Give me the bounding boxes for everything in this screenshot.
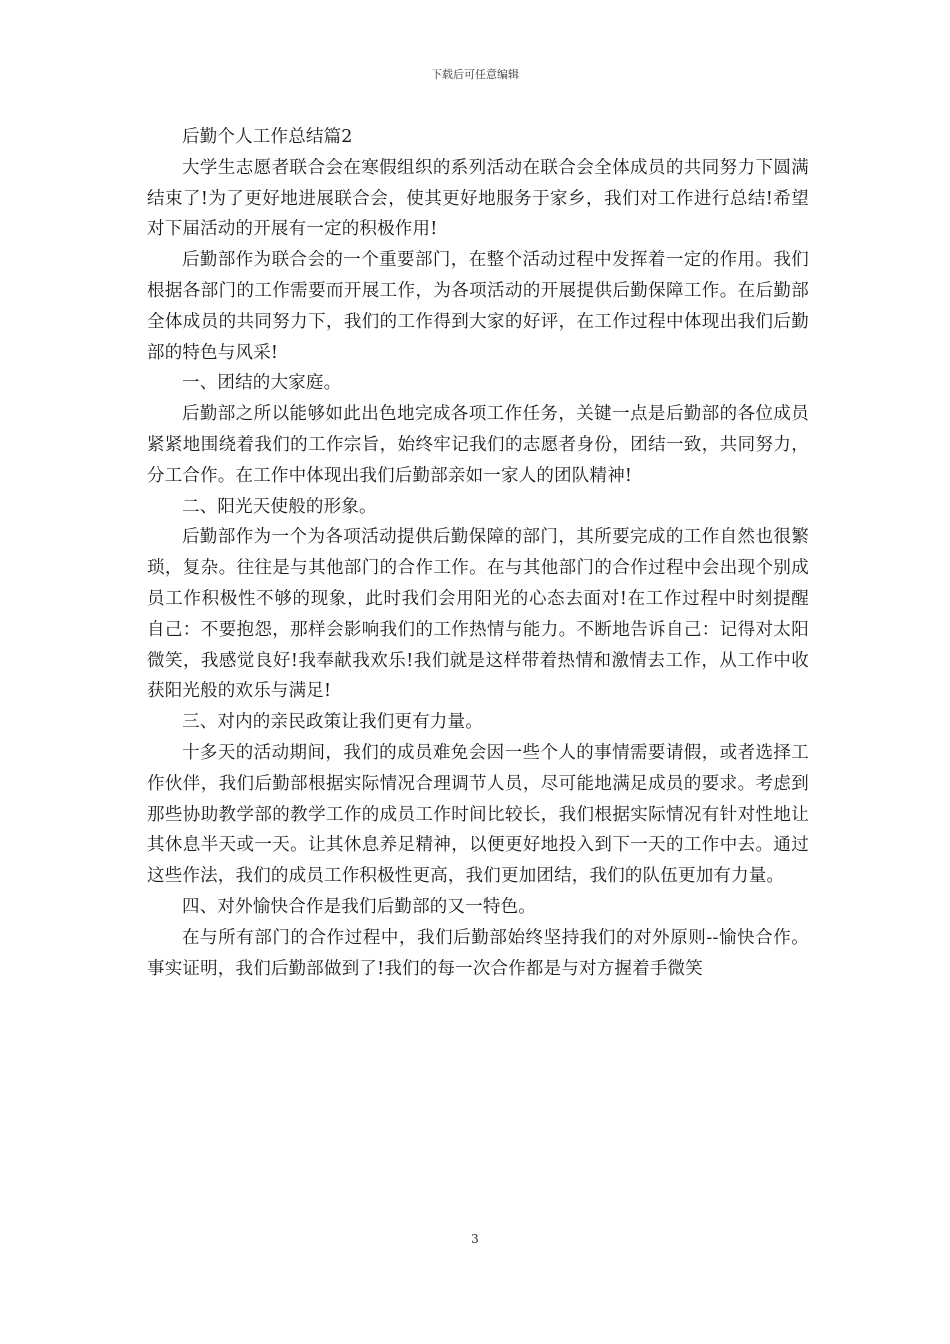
paragraph-section-4: 在与所有部门的合作过程中，我们后勤部始终坚持我们的对外原则--愉快合作。事实证明，我们后勤部做到了!我们的每一次合作都是与对方握着手微笑 — [147, 927, 809, 979]
section-heading-2: 二、阳光天使般的形象。 — [182, 496, 377, 517]
page-header-note: 下载后可任意编辑 — [431, 68, 519, 81]
paragraph-role: 后勤部作为联合会的一个重要部门，在整个活动过程中发挥着一定的作用。我们根据各部门的工作需要而开展工作，为各项活动的开展提供后勤保障工作。在后勤部全体成员的共同努力下，我们的工作得到大家的好评，在工作过程中体现出我们后勤部的特色与风采! — [147, 250, 809, 363]
document-title: 后勤个人工作总结篇2 — [182, 127, 353, 147]
paragraph-section-3: 十多天的活动期间，我们的成员难免会因一些个人的事情需要请假，或者选择工作伙伴，我们后勤部根据实际情况合理调节人员，尽可能地满足成员的要求。考虑到那些协助教学部的教学工作的成员工作时间比较长，我们根据实际情况有针对性地让其休息半天或一天。让其休息养足精神，以便更好地投入到下一天的工作中去。通过这些作法，我们的成员工作积极性更高，我们更加团结，我们的队伍更加有力量。 — [147, 742, 809, 887]
section-heading-1: 一、团结的大家庭。 — [182, 373, 342, 394]
section-heading-4: 四、对外愉快合作是我们后勤部的又一特色。 — [182, 896, 536, 917]
document-body — [147, 122, 809, 984]
paragraph-section-1: 后勤部之所以能够如此出色地完成各项工作任务，关键一点是后勤部的各位成员紧紧地围绕着我们的工作宗旨，始终牢记我们的志愿者身份，团结一致，共同努力，分工合作。在工作中体现出我们后勤部亲如一家人的团队精神! — [147, 404, 809, 486]
page-number: 3 — [471, 1232, 479, 1246]
paragraph-intro: 大学生志愿者联合会在寒假组织的系列活动在联合会全体成员的共同努力下圆满结束了!为了更好地进展联合会，使其更好地服务于家乡，我们对工作进行总结!希望对下届活动的开展有一定的积极作用! — [147, 157, 809, 240]
paragraph-section-2: 后勤部作为一个为各项活动提供后勤保障的部门，其所要完成的工作自然也很繁琐，复杂。往往是与其他部门的合作工作。在与其他部门的合作过程中会出现个别成员工作积极性不够的现象，此时我们会用阳光的心态去面对!在工作过程中时刻提醒自己：不要抱怨，那样会影响我们的工作热情与能力。不断地告诉自己：记得对太阳微笑，我感觉良好!我奉献我欢乐!我们就是这样带着热情和激情去工作，从工作中收获阳光般的欢乐与满足! — [147, 527, 809, 702]
section-heading-3: 三、对内的亲民政策让我们更有力量。 — [182, 712, 483, 733]
